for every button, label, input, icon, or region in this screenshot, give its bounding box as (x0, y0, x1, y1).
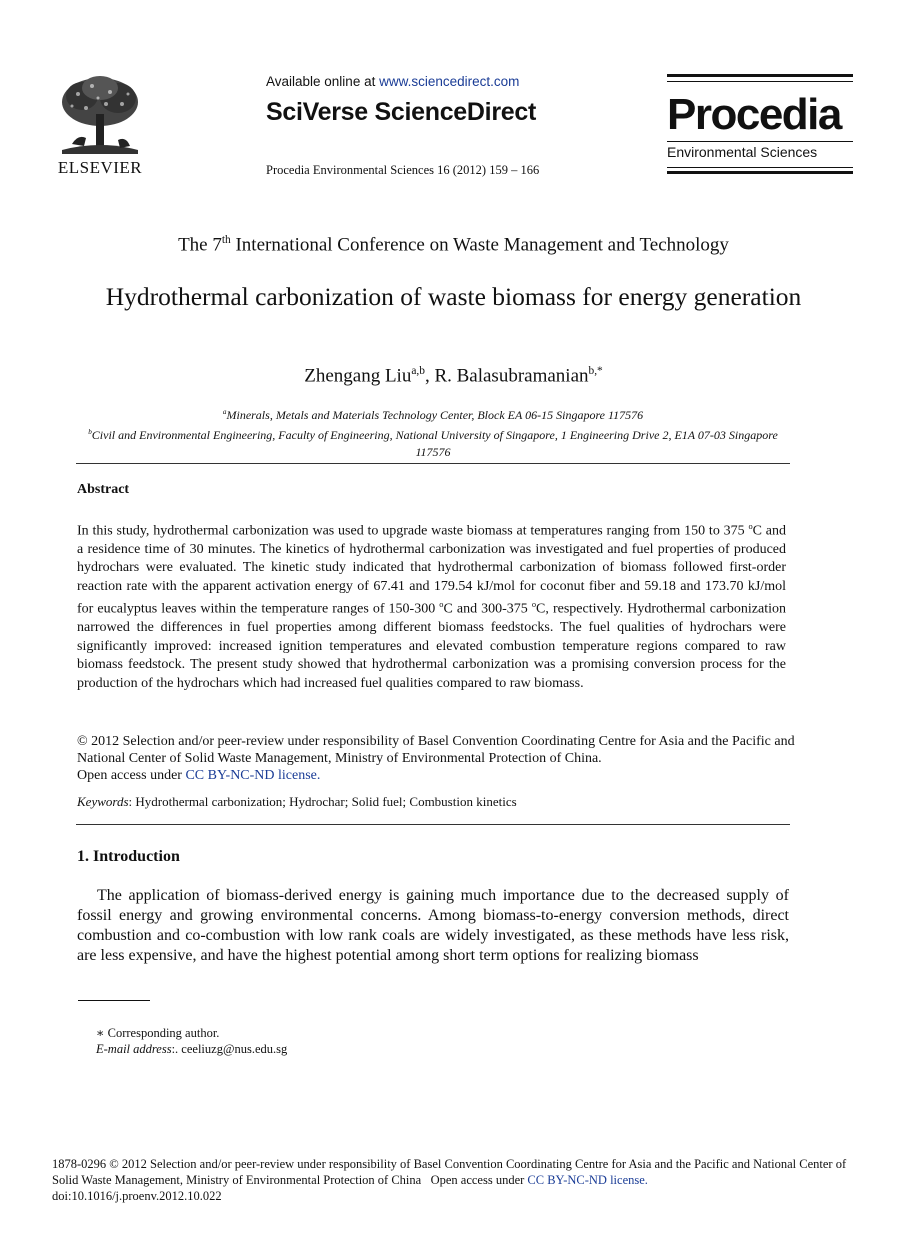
keywords (77, 794, 517, 810)
affiliation-sup: b (88, 428, 92, 436)
email-label: E-mail address (96, 1042, 172, 1056)
conference-suffix: International Conference on Waste Management and Technology (230, 234, 729, 256)
elsevier-wordmark: ELSEVIER (57, 158, 143, 177)
affiliation-text: Civil and Environmental Engineering, Faculty of Engineering, National University of Singapore, 1 Engineering Drive 2, E1A 07-03 Singapore 117576 (91, 428, 778, 459)
elsevier-tree-icon (52, 74, 148, 158)
bottom-divider (76, 824, 790, 825)
elsevier-logo (52, 74, 148, 178)
procedia-bottom-thin-bar (667, 167, 853, 168)
affiliation-a (76, 404, 790, 424)
abstract-part: C and 300-375 (443, 601, 532, 617)
open-access-label: Open access under (77, 768, 186, 783)
affiliation-sup: a (222, 408, 227, 416)
section-heading: 1. Introduction (77, 848, 180, 865)
affiliation-b (76, 424, 790, 461)
sciencedirect-link[interactable]: www.sciencedirect.com (379, 74, 520, 89)
author-separator: , (424, 365, 435, 387)
email-line (96, 1041, 287, 1057)
available-label: Available online at (266, 74, 380, 89)
degree-sup: o (748, 522, 753, 531)
top-divider (76, 463, 790, 464)
license-link[interactable]: CC BY-NC-ND license. (185, 768, 321, 783)
procedia-subtitle: Environmental Sciences (667, 144, 818, 160)
keywords-text: : Hydrothermal carbonization; Hydrochar; Solid fuel; Combustion kinetics (128, 794, 517, 809)
degree-sup: o (531, 600, 537, 610)
email-address: :. ceeliuzg@nus.edu.sg (171, 1042, 288, 1056)
procedia-bottom-bar (667, 171, 853, 174)
sciverse-brand: SciVerse ScienceDirect (266, 98, 536, 126)
open-access-line (77, 767, 807, 784)
footnote (96, 1025, 287, 1057)
footer-open-access: Open access under (430, 1173, 528, 1187)
introduction-text: The application of biomass-derived energy is gaining much importance due to the decreased supply of fossil energy and growing environmental concerns. Among biomass-to-energy conversion methods, direct combustion and co-combustion with low rank coals are widely investigated, as these methods have less risk, are less expensive, and have the highest potential among short term options for realizing biomass (77, 887, 789, 964)
footer-license-link[interactable]: CC BY-NC-ND license. (527, 1173, 648, 1187)
procedia-mid-bar (667, 141, 853, 142)
available-online (266, 74, 519, 89)
abstract-part: C, respectively. Hydrothermal carbonization narrowed the differences in fuel properties among different biomass feedstocks. The fuel qualities of hydrochars were significantly improved: increased ignition temperatures and elevated combustion temperature regions compared to raw biomass feedstock. The present study showed that hydrothermal carbonization was a promising conversion process for the production of the hydrochars which had increased fuel qualities compared to raw biomass. (77, 601, 786, 691)
author-name: Zhengang Liu (304, 365, 412, 387)
abstract-text (77, 518, 786, 693)
copyright-line: © 2012 Selection and/or peer-review under responsibility of Basel Convention Coordinating Centre for Asia and the Pacific and National Center of Solid Waste Management, Ministry of Environmental Protection of China. (77, 734, 795, 766)
procedia-top-thin-bar (667, 81, 853, 82)
journal-reference: Procedia Environmental Sciences 16 (2012) 159 – 166 (266, 163, 540, 177)
author-sup: b,* (588, 365, 603, 377)
copyright-block (77, 733, 807, 784)
doi: doi:10.1016/j.proenv.2012.10.022 (52, 1189, 222, 1203)
abstract-heading: Abstract (77, 482, 130, 497)
affiliation-text: Minerals, Metals and Materials Technology Center, Block EA 06-15 Singapore 117576 (226, 408, 644, 422)
corresponding-author: ∗ Corresponding author. (96, 1026, 220, 1040)
author-name: R. Balasubramanian (434, 365, 589, 387)
keywords-label: Keywords (77, 794, 129, 809)
footer-copyright: 1878-0296 © 2012 Selection and/or peer-review under responsibility of Basel Convention Coordinating Centre for Asia and the Pacific and National Center of Solid Waste Management, Ministry of Environmental Protection of China (52, 1157, 847, 1187)
conference-prefix: The 7 (178, 234, 222, 256)
abstract-part: In this study, hydrothermal carbonization was used to upgrade waste biomass at temperatures ranging from 150 to 375 (77, 523, 749, 539)
page-footer (52, 1156, 854, 1204)
conference-name (0, 234, 907, 256)
affiliations (76, 404, 790, 461)
conference-sup: th (221, 234, 231, 246)
author-sup: a,b (411, 365, 425, 377)
procedia-wordmark: Procedia (667, 90, 841, 139)
author-list (0, 365, 907, 387)
abstract-part: C and a residence time of 30 minutes. The kinetics of hydrothermal carbonization was investigated and fuel properties of produced hydrochars were evaluated. The kinetic study indicated that hydrothermal carbonization of biomass followed first-order reaction rate with the apparent activation energy of 67.41 and 179.54 kJ/mol for coconut fiber and 59.18 and 173.70 kJ/mol for eucalyptus leaves within the temperature ranges of 150-300 (77, 523, 787, 617)
paper-title: Hydrothermal carbonization of waste biomass for energy generation (105, 282, 802, 311)
degree-sup: o (439, 600, 444, 610)
footnote-rule (78, 1000, 150, 1001)
procedia-top-bar (667, 74, 853, 77)
procedia-logo (667, 74, 853, 174)
